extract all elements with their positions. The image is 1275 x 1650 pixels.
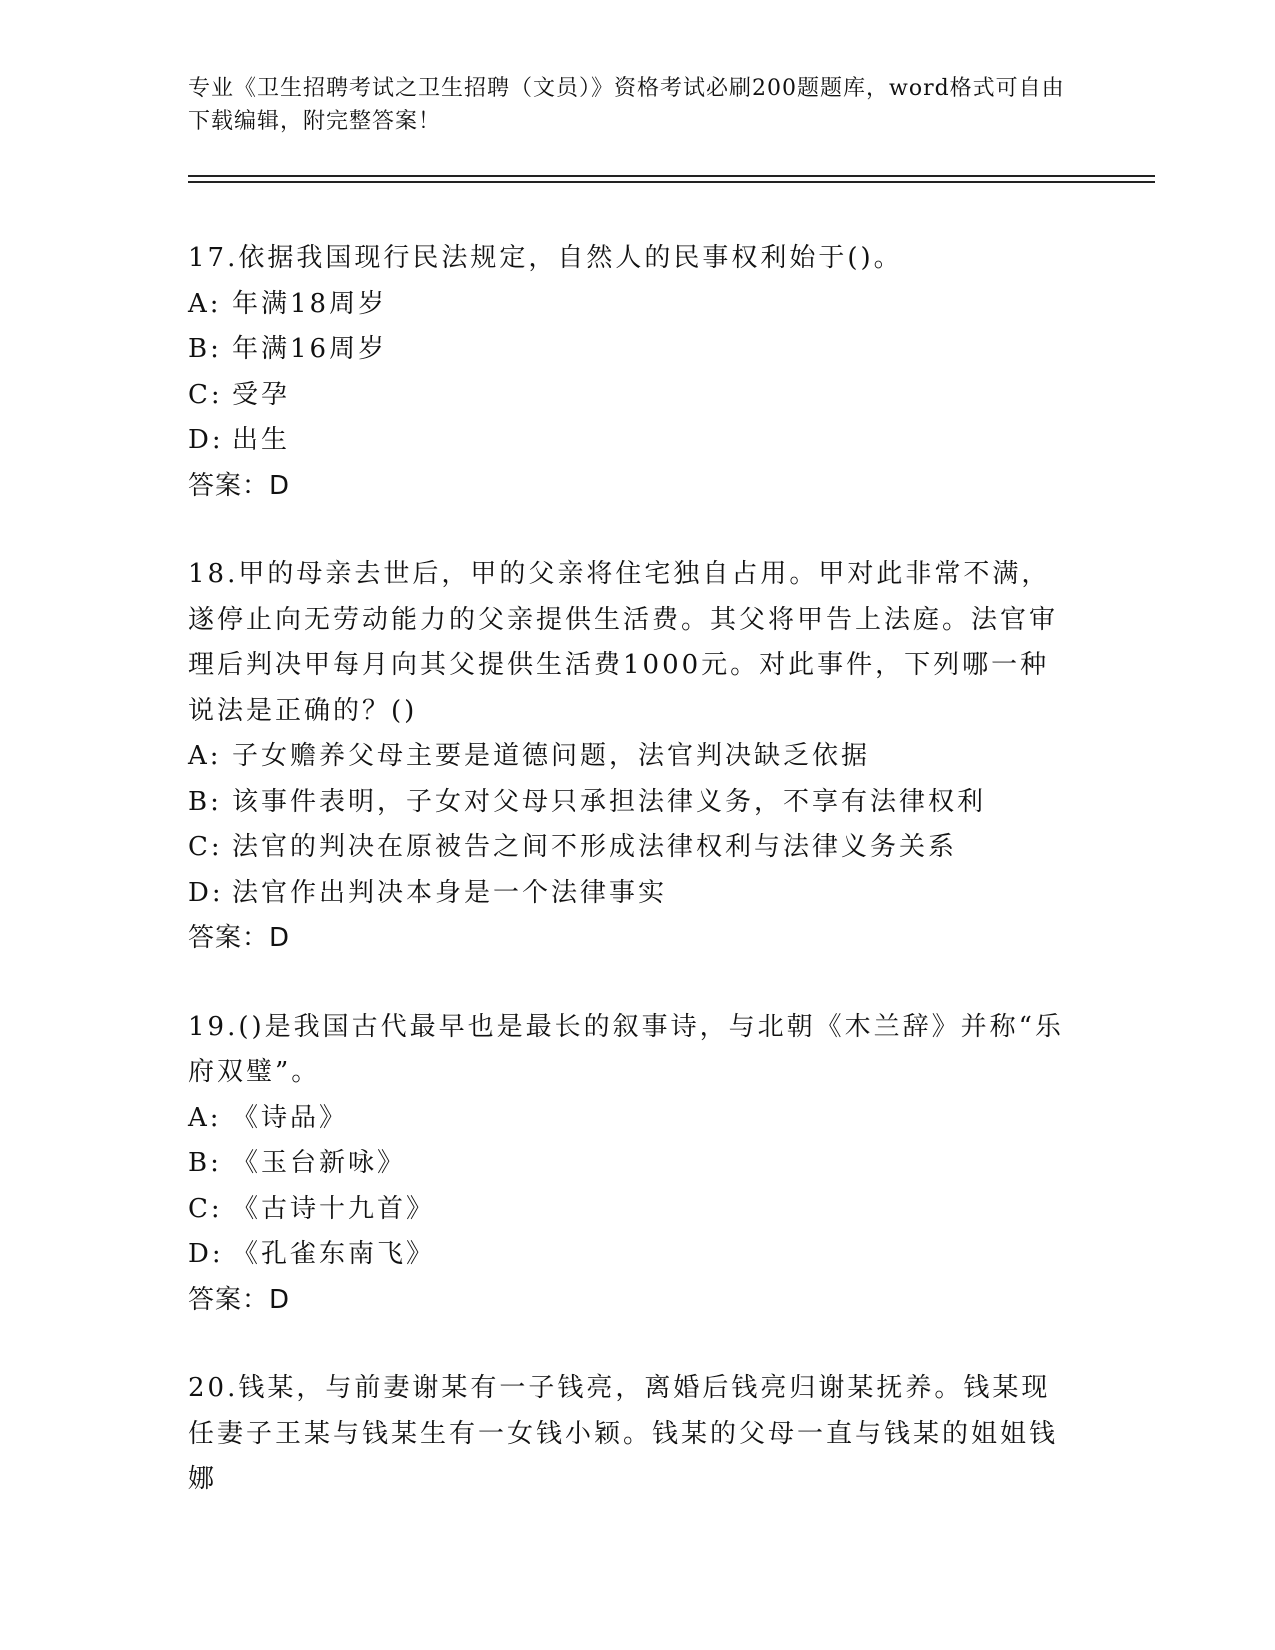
option-key: D: <box>188 877 224 908</box>
question-17 <box>188 236 1078 509</box>
option-key: C: <box>188 832 223 862</box>
option-text: 年满16周岁 <box>232 334 388 364</box>
question-20 <box>188 1366 1078 1503</box>
option-text: 《古诗十九首》 <box>232 1193 436 1224</box>
option-text: 《玉台新咏》 <box>232 1148 407 1178</box>
option-key: A: <box>188 288 222 319</box>
option-text: 年满18周岁 <box>232 288 388 319</box>
option-text: 子女赡养父母主要是道德问题，法官判决缺乏依据 <box>232 741 871 771</box>
option-d <box>188 871 1078 917</box>
question-list <box>188 236 1078 1546</box>
answer-line: 答案：D <box>188 1284 291 1315</box>
option-key: C: <box>188 379 223 410</box>
option-key: A: <box>188 741 222 771</box>
header-divider-top <box>188 175 1155 177</box>
option-c <box>188 1187 1078 1233</box>
question-stem: 17.依据我国现行民法规定，自然人的民事权利始于()。 <box>188 243 903 273</box>
header-divider-bottom <box>188 181 1155 183</box>
option-text: 《孔雀东南飞》 <box>232 1239 436 1269</box>
option-key: D: <box>188 425 224 455</box>
question-stem: 19.()是我国古代最早也是最长的叙事诗，与北朝《木兰辞》并称“乐府双璧”。 <box>188 1011 1064 1087</box>
option-key: A: <box>188 1102 222 1133</box>
option-text: 《诗品》 <box>232 1102 349 1133</box>
option-c <box>188 373 1078 419</box>
option-text: 该事件表明，子女对父母只承担法律义务，不享有法律权利 <box>232 786 987 817</box>
document-header: 专业《卫生招聘考试之卫生招聘（文员）》资格考试必刷200题题库，word格式可自由下载编辑，附完整答案！ <box>188 76 1065 134</box>
option-b <box>188 1141 1078 1187</box>
question-stem: 18.甲的母亲去世后，甲的父亲将住宅独自占用。甲对此非常不满，遂停止向无劳动能力的父亲提供生活费。其父将甲告上法庭。法官审理后判决甲每月向其父提供生活费1000元。对此事件，下列哪一种说法是正确的？() <box>188 559 1059 726</box>
question-18 <box>188 552 1078 962</box>
option-text: 法官作出判决本身是一个法律事实 <box>232 877 668 908</box>
option-key: D: <box>188 1239 224 1269</box>
option-a <box>188 734 1078 780</box>
question-stem: 20.钱某，与前妻谢某有一子钱亮，离婚后钱亮归谢某抚养。钱某现任妻子王某与钱某生有一女钱小颖。钱某的父母一直与钱某的姐姐钱娜 <box>188 1373 1059 1494</box>
answer-line: 答案：D <box>188 923 291 953</box>
question-19 <box>188 1005 1078 1324</box>
option-key: B: <box>188 1148 222 1178</box>
option-key: B: <box>188 786 222 817</box>
option-key: C: <box>188 1193 223 1224</box>
option-key: B: <box>188 334 222 364</box>
option-c <box>188 825 1078 871</box>
option-b <box>188 327 1078 373</box>
option-d <box>188 1232 1078 1278</box>
option-a <box>188 282 1078 328</box>
option-text: 法官的判决在原被告之间不形成法律权利与法律义务关系 <box>232 832 958 862</box>
option-a <box>188 1096 1078 1142</box>
answer-line: 答案：D <box>188 470 291 501</box>
option-text: 受孕 <box>232 379 291 410</box>
option-text: 出生 <box>232 425 291 455</box>
option-b <box>188 780 1078 826</box>
option-d <box>188 418 1078 464</box>
